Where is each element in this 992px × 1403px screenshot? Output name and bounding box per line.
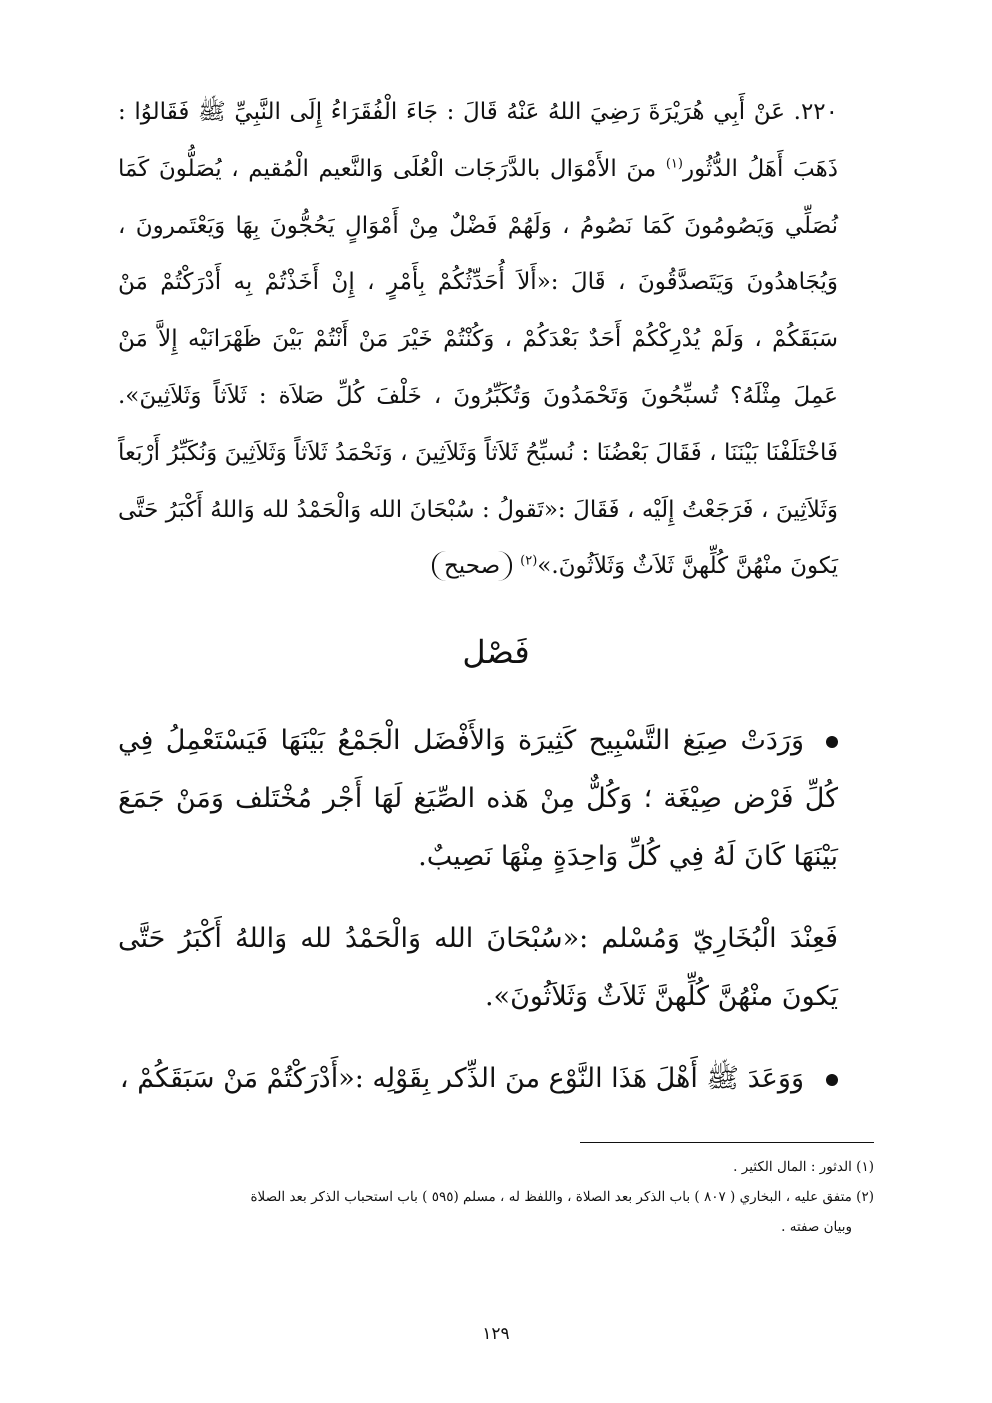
quote-paragraph — [118, 910, 838, 1026]
bullet-icon — [826, 736, 838, 748]
paragraph-text: وَوَعَدَ ﷺ أَهْلَ هَذَا النَّوْع منَ الذِّكر بِقَوْلِه :«أَدْرَكْتُمْ مَنْ سَبَقَكُمْ ، — [119, 1063, 804, 1094]
bullet-paragraph-1 — [118, 712, 838, 886]
footnote-ref-2: (٢) — [520, 553, 538, 569]
bullet-paragraph-2 — [118, 1050, 838, 1108]
paragraph-text: فَعِنْدَ الْبُخَارِيّ وَمُسْلم :«سُبْحَانَ الله وَالْحَمْدُ لله وَاللهُ أَكْبَرُ حَتَّى يَكونَ منْهُنَّ كُلِّهنَّ ثَلاَثٌ وَثَلاَثُونَ». — [118, 923, 838, 1012]
footnote-2: (٢) متفق عليه ، البخاري ( ٨٠٧ ) باب الذكر بعد الصلاة ، واللفظ له ، مسلم (٥٩٥ ) باب استحباب الذكر بعد الصلاة — [250, 1189, 874, 1205]
footnote-ref-1: (١) — [665, 156, 683, 172]
hadith-text-part2: منَ الأَمْوَال بالدَّرَجَات الْعُلَى وَالنَّعيم الْمُقيم ، يُصَلُّونَ كَمَا نُصَلِّي وَيَصُومُونَ كَمَا نَصُومُ ، وَلَهُمْ فَضْلٌ مِنْ أَمْوَالٍ يَحُجُّونَ بِهَا وَيَعْتَمرونَ ، وَيُجَاهدُونَ وَيَتَصدَّقُونَ ، قَالَ :«أَلاَ أُحَدِّثُكُمْ بِأَمْرٍ ، إِنْ أَخَذْتُمْ بِه أَدْرَكْتُمْ مَنْ سَبَقَكُمْ ، وَلَمْ يُدْرِكْكُمْ أَحَدٌ بَعْدَكُمْ ، وَكُنْتُمْ خَيْرَ مَنْ أَنْتُمْ بَيْنَ ظَهْرَانَيْه إِلاَّ مَنْ عَمِلَ مِثْلَهُ؟ تُسبِّحُونَ وَتَحْمَدُونَ وَتُكَبِّرُونَ ، خَلْفَ كُلِّ صَلاَة : ثَلاَثاً وَثَلاَثِينَ». فَاخْتَلَفْنَا بَيْنَنَا ، فَقَالَ بَعْضُنَا : نُسبِّحُ ثَلاَثاً وَثَلاَثِينَ ، وَنَحْمَدُ ثَلاَثاً وَثَلاَثِينَ وَنُكَبِّرُ أَرْبَعاً وَثَلاَثِينَ ، فَرَجَعْتُ إِلَيْه ، فَقَالَ :«تَقولُ : سُبْحَانَ الله وَالْحَمْدُ لله وَاللهُ أَكْبَرُ حَتَّى يَكونَ منْهُنَّ كُلِّهنَّ ثَلاَثٌ وَثَلاَثُونَ.» — [118, 155, 838, 580]
paragraph-text: وَرَدَتْ صِيَغ التَّسْبِيح كَثِيرَة وَالأَفْضَل الْجَمْعُ بَيْنَهَا فَيَسْتَعْمِلُ فِي كُلِّ فَرْض صِيْغَة ؛ وَكُلٌّ مِنْ هَذه الصِّيَغ لَهَا أَجْر مُخْتَلف وَمَنْ جَمَعَ بَيْنَهَا كَانَ لَهُ فِي كُلِّ وَاحِدَةٍ مِنْهَا نَصِيبٌ. — [118, 725, 838, 872]
section-heading: فَصْل — [462, 633, 530, 671]
footnotes — [118, 1152, 874, 1242]
hadith-paragraph — [118, 84, 838, 595]
footnote-2-continuation: وبيان صفته . — [781, 1219, 852, 1235]
grade-badge: صحيح — [432, 551, 512, 581]
bullet-icon — [826, 1074, 838, 1086]
footnote-1: (١) الدثور : المال الكثير . — [733, 1159, 874, 1175]
footnote-divider — [580, 1142, 874, 1143]
hadith-text-part1: ٢٢٠. عَنْ أَبِي هُرَيْرَةَ رَضِيَ اللهُ عَنْهُ قَالَ : جَاءَ الْفُقَرَاءُ إِلَى النَّبِيِّ ﷺ فَقَالوُا : ذَهَبَ أَهَلُ الدُّثُور — [118, 99, 838, 182]
page-number: ١٢٩ — [482, 1324, 510, 1344]
